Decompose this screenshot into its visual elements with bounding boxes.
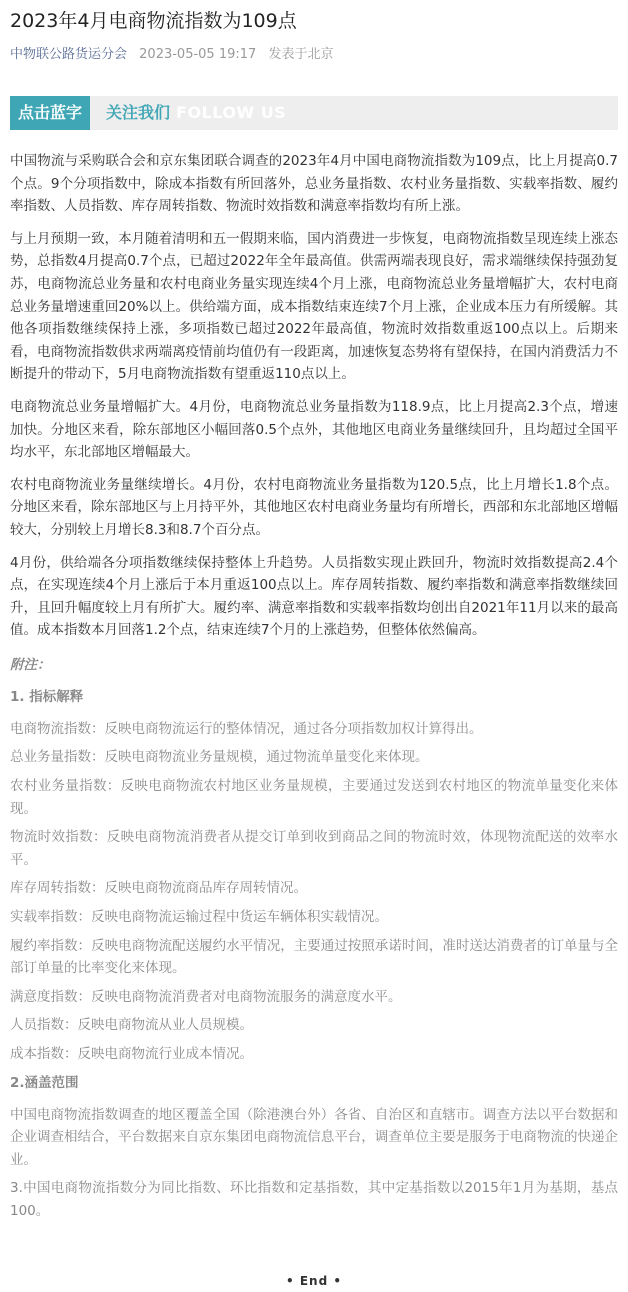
paragraph: 与上月预期一致，本月随着清明和五一假期来临，国内消费进一步恢复，电商物流指数呈现连续上涨态势，总指数4月提高0.7个点，已超过2022年全年最高值。供需两端表现良好，需求端继续保持强劲复苏，电商物流总业务量和农村电商业务量实现连续4个月上涨，电商物流总业务量增幅扩大，农村电商总业务量增速重回20%以上。供给端方面，成本指数结束连续7个月上涨，企业成本压力有所缓解。其他各项指数继续保持上涨，多项指数已超过2022年最高值，物流时效指数重返100点以上。后期来看，电商物流指数供求两端离疫情前均值仍有一段距离，加速恢复态势将有望保持，在国内消费活力不断提升的带动下，5月电商物流指数有望重返110点以上。 — [10, 230, 618, 383]
definition-item: 履约率指数：反映电商物流配送履约水平情况，主要通过按照承诺时间，准时送达消费者的订单量与全部订单量的比率变化来体现。 — [10, 937, 618, 977]
definition-item: 物流时效指数：反映电商物流消费者从提交订单到收到商品之间的物流时效，体现物流配送的效率水平。 — [10, 829, 618, 868]
follow-banner[interactable] — [10, 96, 618, 130]
definition-item: 实载率指数：反映电商物流运输过程中货运车辆体积实载情况。 — [10, 909, 388, 926]
section3-text: 3.中国电商物流指数分为同比指数、环比指数和定基指数，其中定基指数以2015年1月为基期，基点100。 — [10, 1180, 618, 1219]
definition-item: 成本指数：反映电商物流行业成本情况。 — [10, 1046, 253, 1062]
banner-follow — [106, 96, 286, 130]
definition-item: 满意度指数：反映电商物流消费者对电商物流服务的满意度水平。 — [10, 988, 402, 1005]
section1-title: 1. 指标解释 — [10, 688, 84, 705]
definition-item: 电商物流指数：反映电商物流运行的整体情况，通过各分项指数加权计算得出。 — [10, 720, 483, 737]
definition-item: 农村业务量指数：反映电商物流农村地区业务量规模，主要通过发送到农村地区的物流单量变化来体现。 — [10, 778, 618, 817]
notes-heading: 附注： — [10, 656, 51, 673]
section2-title: 2.涵盖范围 — [10, 1074, 79, 1091]
banner-follow-en: FOLLOW US — [176, 103, 287, 122]
definition-item: 总业务量指数：反映电商物流业务量规模，通过物流单量变化来体现。 — [10, 749, 429, 766]
publish-location: 发表于北京 — [268, 47, 334, 62]
publish-date: 2023-05-05 19:17 — [139, 47, 257, 62]
end-mark: • End • — [285, 1274, 343, 1288]
definition-item: 库存周转指数：反映电商物流商品库存周转情况。 — [10, 880, 307, 897]
paragraph: 中国物流与采购联合会和京东集团联合调查的2023年4月中国电商物流指数为109点，比上月提高0.7个点。9个分项指数中，除成本指数有所回落外，总业务量指数、农村业务量指数、实载率指数、履约率指数、人员指数、库存周转指数、物流时效指数和满意率指数均有所上涨。 — [10, 153, 618, 215]
article-body — [10, 150, 618, 1223]
article-title: 2023年4月电商物流指数为109点 — [10, 10, 297, 32]
banner-tag: 点击蓝字 — [10, 96, 90, 130]
article-meta — [10, 46, 618, 64]
banner-follow-cn: 关注我们 — [106, 103, 171, 122]
author-link[interactable]: 中物联公路货运分会 — [10, 47, 128, 62]
definition-item: 人员指数：反映电商物流从业人员规模。 — [10, 1017, 253, 1034]
paragraph: 4月份，供给端各分项指数继续保持整体上升趋势。人员指数实现止跌回升，物流时效指数提高2.4个点，在实现连续4个月上涨后于本月重返100点以上。库存周转指数、履约率指数和满意率指数继续回升，且回升幅度较上月有所扩大。履约率、满意率指数和实载率指数均创出自2021年11月以来的最高值。成本指数本月回落1.2个点，结束连续7个月的上涨趋势，但整体依然偏高。 — [10, 554, 618, 639]
paragraph: 电商物流总业务量增幅扩大。4月份，电商物流总业务量指数为118.9点，比上月提高2.3个点，增速加快。分地区来看，除东部地区小幅回落0.5个点外，其他地区电商业务量继续回升，且均超过全国平均水平，东北部地区增幅最大。 — [10, 398, 618, 461]
section2-text: 中国电商物流指数调查的地区覆盖全国（除港澳台外）各省、自治区和直辖市。调查方法以平台数据和企业调查相结合，平台数据来自京东集团电商物流信息平台，调查单位主要是服务于电商物流的快递企业。 — [10, 1106, 618, 1168]
paragraph: 农村电商物流业务量继续增长。4月份，农村电商物流业务量指数为120.5点，比上月增长1.8个点。分地区来看，除东部地区与上月持平外，其他地区农村电商业务量均有所增长，西部和东北部地区增幅较大，分别较上月增长8.3和8.7个百分点。 — [10, 476, 618, 538]
